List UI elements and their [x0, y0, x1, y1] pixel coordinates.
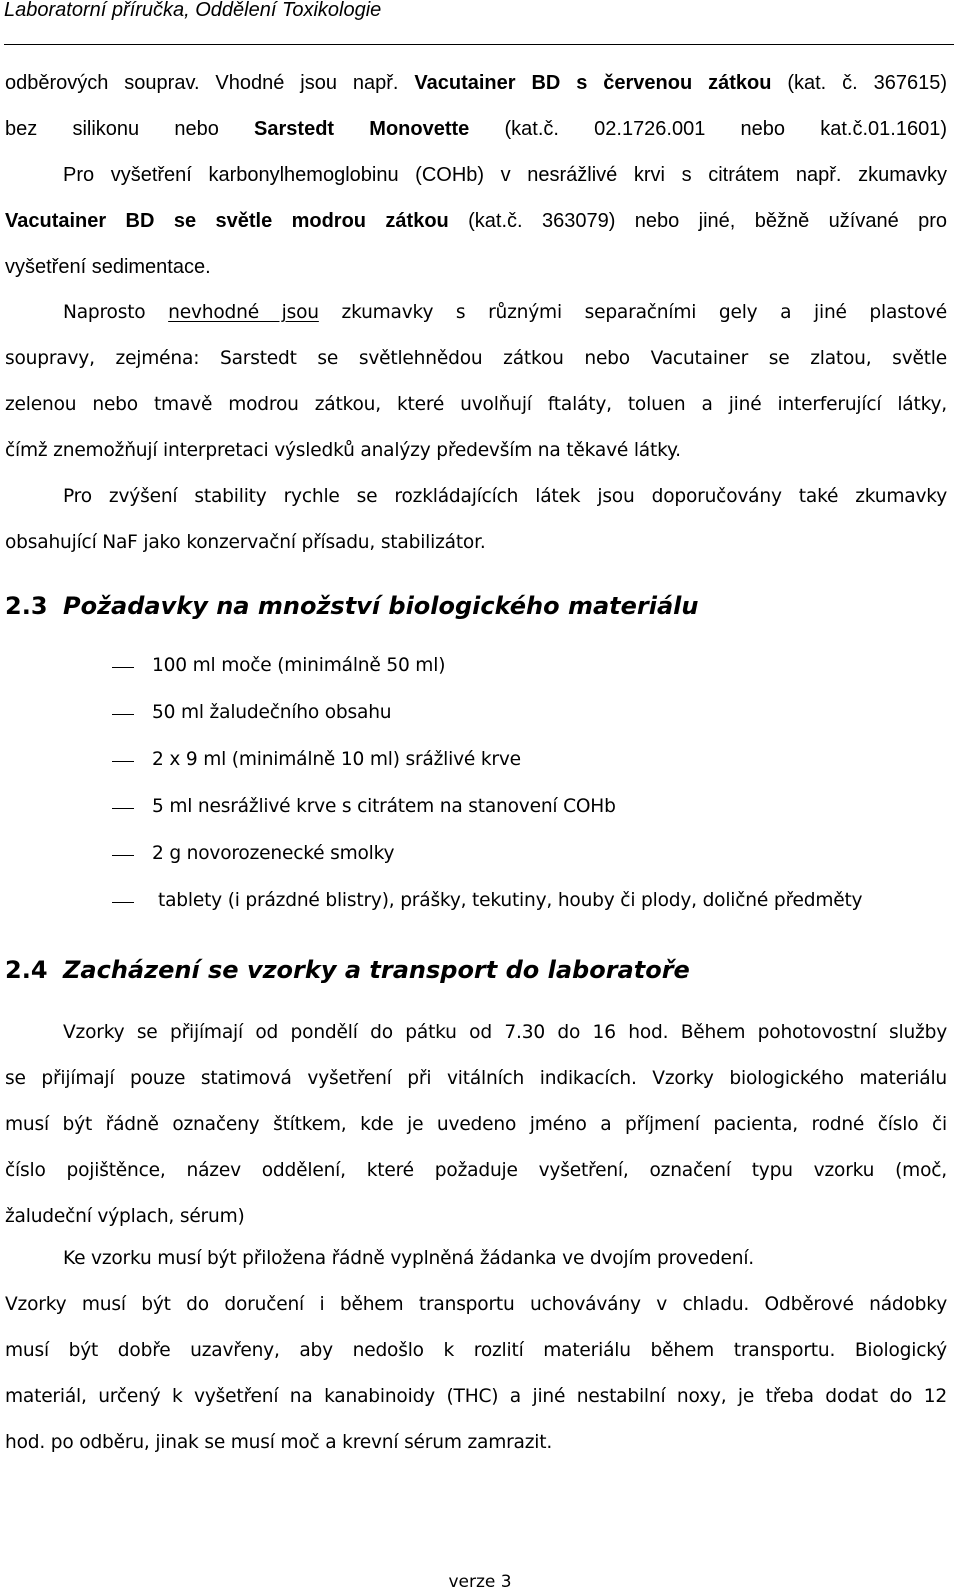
- product-name: Vacutainer BD s červenou zátkou: [414, 72, 772, 94]
- text-line: Vzorky se přijímají od pondělí do pátku od 7.30 do 16 hod. Během pohotovostní služby: [63, 1022, 947, 1043]
- text-run: (kat. č. 367615): [771, 72, 947, 94]
- text-line: Ke vzorku musí být přiložena řádně vyplněná žádanka ve dvojím provedení.: [63, 1248, 754, 1269]
- list-item: 50 ml žaludečního obsahu: [0, 692, 960, 739]
- text-line: hod. po odběru, jinak se musí moč a krevní sérum zamrazit.: [5, 1432, 553, 1453]
- underlined-text: nevhodné jsou: [168, 302, 319, 323]
- dash-bullet-icon: [112, 808, 134, 809]
- text-run: (kat.č. 02.1726.001 nebo kat.č.01.1601): [469, 118, 947, 140]
- text-run: zkumavky s různými separačními gely a jiné plastové: [318, 302, 947, 323]
- text-run: bez silikonu nebo: [5, 118, 255, 140]
- text-line: žaludeční výplach, sérum): [5, 1206, 245, 1227]
- list-item: 2 g novorozenecké smolky: [0, 833, 960, 880]
- text-run: (kat.č. 363079) nebo jiné, běžně užívané pro: [448, 210, 947, 232]
- text-line: zelenou nebo tmavě modrou zátkou, které uvolňují ftaláty, toluen a jiné interferující látky,: [5, 394, 947, 415]
- section-heading: [5, 956, 690, 984]
- text-line: Pro zvýšení stability rychle se rozkládajících látek jsou doporučovány také zkumavky: [63, 486, 947, 507]
- text-line: [5, 198, 947, 244]
- product-name: Sarstedt Monovette: [254, 118, 470, 140]
- text-line: [5, 106, 947, 152]
- text-line: soupravy, zejména: Sarstedt se světlehnědou zátkou nebo Vacutainer se zlatou, světle: [5, 348, 947, 369]
- text-line: čímž znemožňují interpretaci výsledků analýzy především na těkavé látky.: [5, 440, 681, 461]
- text-line: materiál, určený k vyšetření na kanabinoidy (THC) a jiné nestabilní noxy, je třeba dodat do 12: [5, 1386, 947, 1407]
- dash-bullet-icon: [112, 855, 134, 856]
- list-item: 5 ml nesrážlivé krve s citrátem na stanovení COHb: [0, 786, 960, 833]
- text-line: [5, 290, 947, 336]
- text-line: se přijímají pouze statimová vyšetření při vitálních indikacích. Vzorky biologického materiálu: [5, 1068, 947, 1089]
- requirements-list: [0, 645, 960, 927]
- list-item: 2 x 9 ml (minimálně 10 ml) srážlivé krve: [0, 739, 960, 786]
- text-line: vyšetření sedimentace.: [5, 256, 211, 278]
- dash-bullet-icon: [112, 902, 134, 903]
- product-name: Vacutainer BD se světle modrou zátkou: [5, 210, 449, 232]
- text-line: musí být řádně označeny štítkem, kde je uvedeno jméno a příjmení pacienta, rodné číslo či: [5, 1114, 947, 1135]
- header-divider: [4, 44, 954, 45]
- header-title: Laboratorní příručka, Oddělení Toxikologie: [4, 0, 382, 21]
- section-number: 2.3: [5, 592, 48, 620]
- text-run: Naprosto: [63, 302, 169, 323]
- text-line: Pro vyšetření karbonylhemoglobinu (COHb) v nesrážlivé krvi s citrátem např. zkumavky: [63, 164, 947, 186]
- list-item: 100 ml moče (minimálně 50 ml): [0, 645, 960, 692]
- text-run: odběrových souprav. Vhodné jsou např.: [5, 72, 415, 94]
- list-item: tablety (i prázdné blistry), prášky, tekutiny, houby či plody, doličné předměty: [0, 880, 960, 927]
- section-number: 2.4: [5, 956, 48, 984]
- dash-bullet-icon: [112, 714, 134, 715]
- text-line: [5, 60, 947, 106]
- dash-bullet-icon: [112, 667, 134, 668]
- text-line: číslo pojištěnce, název oddělení, které požaduje vyšetření, označení typu vzorku (moč,: [5, 1160, 947, 1181]
- text-line: obsahující NaF jako konzervační přísadu, stabilizátor.: [5, 532, 486, 553]
- page-header: [4, 0, 954, 46]
- dash-bullet-icon: [112, 761, 134, 762]
- section-title: Požadavky na množství biologického materiálu: [63, 592, 699, 620]
- text-line: musí být dobře uzavřeny, aby nedošlo k rozlití materiálu během transportu. Biologický: [5, 1340, 947, 1361]
- page-footer-version: verze 3: [448, 1572, 512, 1592]
- section-title: Zacházení se vzorky a transport do laboratoře: [63, 956, 690, 984]
- text-line: Vzorky musí být do doručení i během transportu uchovávány v chladu. Odběrové nádobky: [5, 1294, 947, 1315]
- section-heading: [5, 592, 698, 620]
